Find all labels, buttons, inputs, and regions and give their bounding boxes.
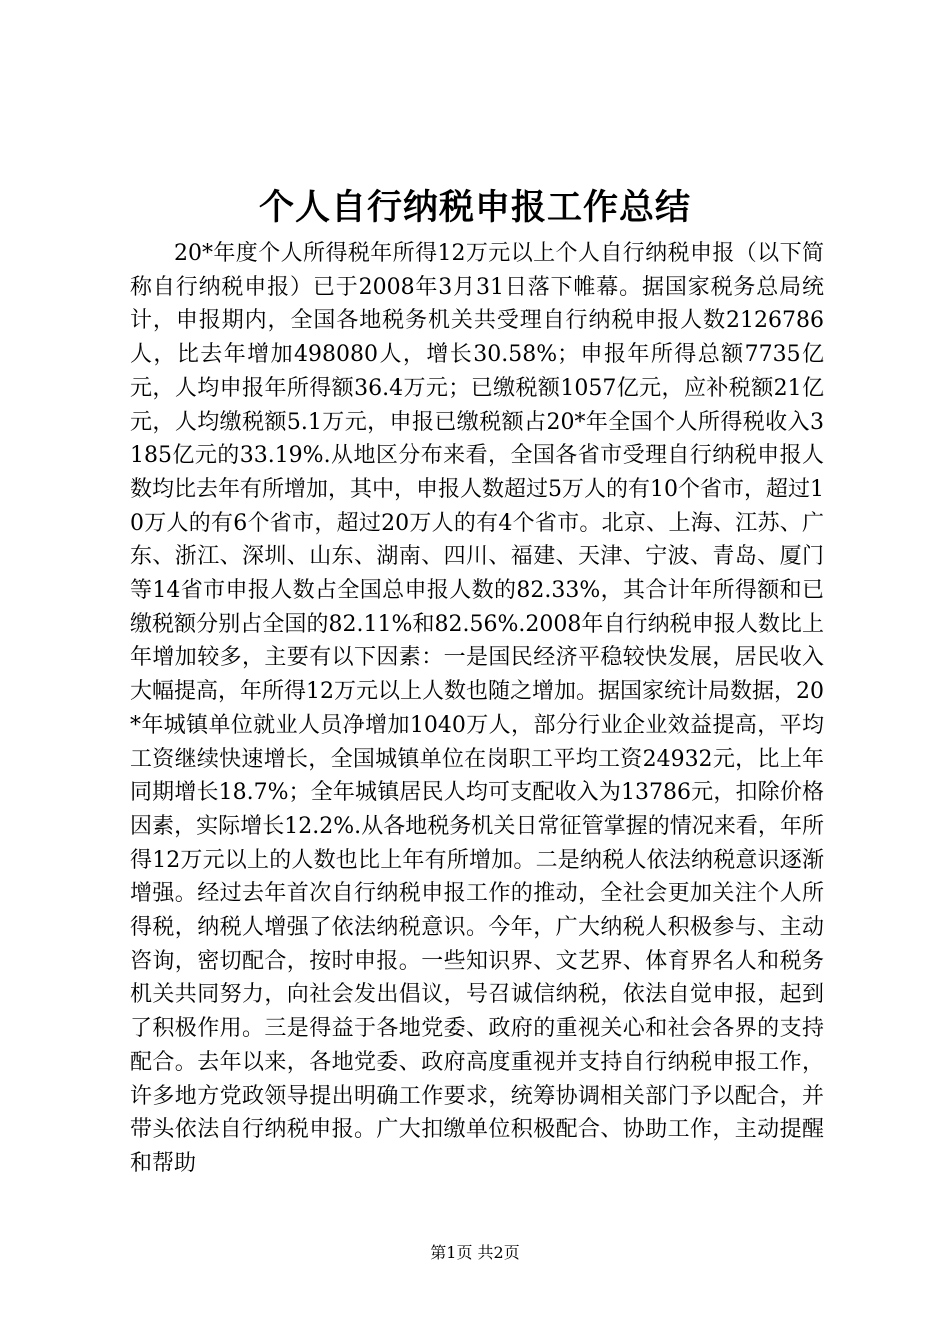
document-title: 个人自行纳税申报工作总结 [258,188,691,228]
document-body-paragraph: 20*年度个人所得税年所得12万元以上个人自行纳税申报（以下简称自行纳税申报）已于2008年3月31日落下帷幕。据国家税务总局统计，申报期内，全国各地税务机关共受理自行纳税申报人数2126786人，比去年增加498080人，增长30.58%；申报年所得总额7735亿元，人均申报年所得额36.4万元；已缴税额1057亿元，应补税额21亿元，人均缴税额5.1万元，申报已缴税额占20*年全国个人所得税收入3185亿元的33.19%.从地区分布来看，全国各省市受理自行纳税申报人数均比去年有所增加，其中，申报人数超过5万人的有10个省市，超过10万人的有6个省市，超过20万人的有4个省市。北京、上海、江苏、广东、浙江、深圳、山东、湖南、四川、福建、天津、宁波、青岛、厦门等14省市申报人数占全国总申报人数的82.33%，其合计年所得额和已缴税额分别占全国的82.11%和82.56%.2008年自行纳税申报人数比上年增加较多，主要有以下因素：一是国民经济平稳较快发展，居民收入大幅提高，年所得12万元以上人数也随之增加。据国家统计局数据，20*年城镇单位就业人员净增加1040万人，部分行业企业效益提高，平均工资继续快速增长，全国城镇单位在岗职工平均工资24932元，比上年同期增长18.7%；全年城镇居民人均可支配收入为13786元，扣除价格因素，实际增长12.2%.从各地税务机关日常征管掌握的情况来看，年所得12万元以上的人数也比上年有所增加。二是纳税人依法纳税意识逐渐增强。经过去年首次自行纳税申报工作的推动，全社会更加关注个人所得税，纳税人增强了依法纳税意识。今年，广大纳税人积极参与、主动咨询，密切配合，按时申报。一些知识界、文艺界、体育界名人和税务机关共同努力，向社会发出倡议，号召诚信纳税，依法自觉申报，起到了积极作用。三是得益于各地党委、政府的重视关心和社会各界的支持配合。去年以来，各地党委、政府高度重视并支持自行纳税申报工作，许多地方党政领导提出明确工作要求，统筹协调相关部门予以配合，并带头依法自行纳税申报。广大扣缴单位积极配合、协助工作，主动提醒和帮助 [130,241,824,1176]
page-number-footer: 第1页 共2页 [430,1243,520,1262]
